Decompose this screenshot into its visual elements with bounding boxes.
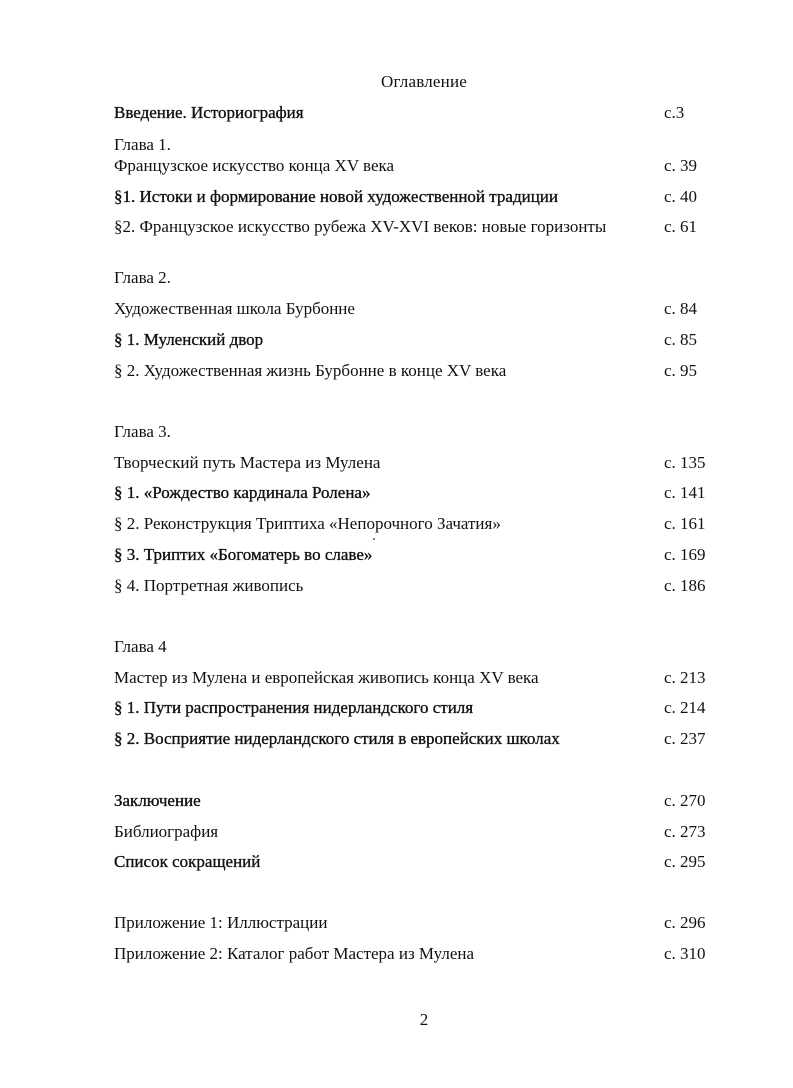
chapter-1-heading: Глава 1.: [114, 135, 171, 154]
toc-entry-ch1-section-2: §2. Французское искусство рубежа XV-XVI веков: новые горизонты: [114, 217, 607, 236]
toc-page-chapter-4-title: с. 213: [664, 668, 706, 687]
toc-entry-appendix-2: Приложение 2: Каталог работ Мастера из Мулена: [114, 944, 475, 963]
print-speck: [373, 538, 375, 540]
toc-entry-ch3-section-3: § 3. Триптих «Богоматерь во славе»: [114, 545, 373, 564]
chapter-3-heading: Глава 3.: [114, 422, 171, 441]
toc-page-ch4-section-1: с. 214: [664, 698, 706, 717]
toc-page-ch4-section-2: с. 237: [664, 729, 706, 748]
chapter-4-heading: Глава 4: [114, 637, 167, 656]
toc-page-chapter-1-title: с. 39: [664, 156, 698, 175]
toc-entry-abbreviations: Список сокращений: [114, 852, 261, 871]
toc-page-ch3-section-3: с. 169: [664, 545, 706, 564]
toc-entry-ch2-section-1: § 1. Муленский двор: [114, 330, 264, 349]
toc-entry-chapter-4-title: Мастер из Мулена и европейская живопись конца XV века: [114, 668, 539, 687]
toc-entry-appendix-1: Приложение 1: Иллюстрации: [114, 913, 328, 932]
toc-page-chapter-2-title: с. 84: [664, 299, 698, 318]
toc-entry-ch4-section-2: § 2. Восприятие нидерландского стиля в европейских школах: [114, 729, 560, 748]
toc-page-ch3-section-4: с. 186: [664, 576, 706, 595]
toc-entry-ch3-section-2: § 2. Реконструкция Триптиха «Непорочного Зачатия»: [114, 514, 501, 533]
page-number: 2: [419, 1010, 429, 1029]
toc-page-introduction: с.3: [664, 103, 685, 122]
toc-page-chapter-3-title: с. 135: [664, 453, 706, 472]
toc-page-ch1-section-2: с. 61: [664, 217, 698, 236]
toc-page-appendix-2: с. 310: [664, 944, 706, 963]
toc-entry-bibliography: Библиография: [114, 822, 219, 841]
toc-page-abbreviations: с. 295: [664, 852, 706, 871]
toc-page-appendix-1: с. 296: [664, 913, 706, 932]
toc-entry-chapter-3-title: Творческий путь Мастера из Мулена: [114, 453, 381, 472]
toc-page-bibliography: с. 273: [664, 822, 706, 841]
toc-entry-ch3-section-4: § 4. Портретная живопись: [114, 576, 304, 595]
toc-page-ch2-section-2: с. 95: [664, 361, 698, 380]
toc-page-ch2-section-1: с. 85: [664, 330, 698, 349]
toc-entry-chapter-1-title: Французское искусство конца XV века: [114, 156, 395, 175]
toc-page-conclusion: с. 270: [664, 791, 706, 810]
toc-entry-ch4-section-1: § 1. Пути распространения нидерландского стиля: [114, 698, 474, 717]
toc-entry-ch2-section-2: § 2. Художественная жизнь Бурбонне в конце XV века: [114, 361, 507, 380]
toc-entry-conclusion: Заключение: [114, 791, 201, 810]
chapter-2-heading: Глава 2.: [114, 268, 171, 287]
toc-entry-introduction: Введение. Историография: [114, 103, 304, 122]
toc-page-ch1-section-1: с. 40: [664, 187, 698, 206]
toc-entry-chapter-2-title: Художественная школа Бурбонне: [114, 299, 355, 318]
toc-entry-ch1-section-1: §1. Истоки и формирование новой художественной традиции: [114, 187, 559, 206]
page-title: Оглавление: [381, 72, 467, 91]
toc-page-ch3-section-2: с. 161: [664, 514, 706, 533]
toc-entry-ch3-section-1: § 1. «Рождество кардинала Ролена»: [114, 483, 371, 502]
toc-page-ch3-section-1: с. 141: [664, 483, 706, 502]
